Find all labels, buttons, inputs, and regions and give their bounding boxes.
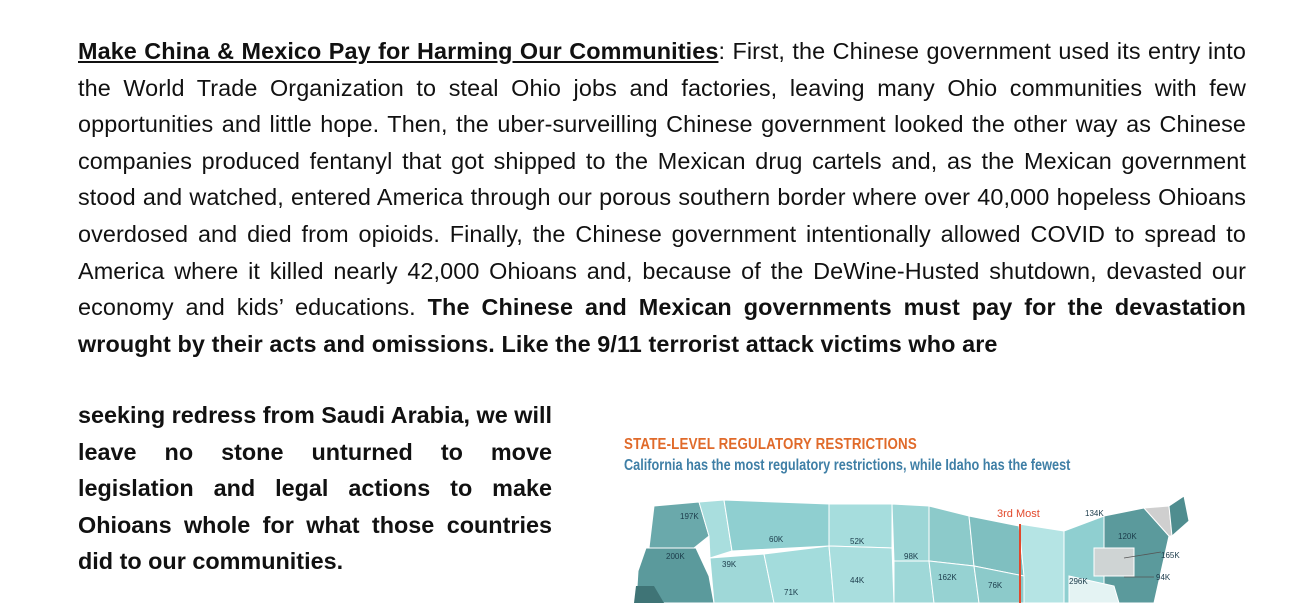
state-label-mt: 60K (769, 535, 784, 544)
state-label-ia: 98K (904, 552, 919, 561)
state-label-sd: 52K (850, 537, 865, 546)
regulatory-map-figure (624, 436, 1290, 603)
bold-statement: The Chinese and Mexican governments must pay for the devastation wrought by their acts and omissions. Like the 9/11 terrorist attack victims who are (78, 294, 1246, 357)
heading-colon: : (718, 38, 726, 64)
state-label-ny: 296K (1069, 577, 1088, 586)
map-title: STATE-LEVEL REGULATORY RESTRICTIONS (624, 436, 917, 453)
state-label-ks: 44K (850, 576, 865, 585)
state-label-md: 94K (1156, 573, 1171, 582)
state-label-ca: 200K (666, 552, 685, 561)
state-label-il: 162K (938, 573, 957, 582)
state-label-oh: 76K (988, 581, 1003, 590)
state-label-ma: 120K (1118, 532, 1137, 541)
section-heading: Make China & Mexico Pay for Harming Our Communities (78, 38, 719, 64)
body-text: First, the Chinese government used its entry into the World Trade Organization to steal Ohio jobs and factories, leaving many Ohio communities with few opportunities and little hope. Then, the uber-surveilling Chinese government looked the other way as Chinese companies produced fentanyl that got shipped to the Mexican drug cartels and, as the Mexican government stood and watched, entered America through our porous southern border where over 40,000 hopeless Ohioans overdosed and died from opioids. Finally, the Chinese government intentionally allowed COVID to spread to America where it killed nearly 42,000 Ohioans and, because of the DeWine-Husted shutdown, devasted our economy and kids’ educations. (78, 38, 1246, 321)
map-subtitle: California has the most regulatory restrictions, while Idaho has the fewest (624, 457, 1071, 474)
state-label-nj: 165K (1161, 551, 1180, 560)
state-label-co: 71K (784, 588, 799, 597)
state-label-nv: 39K (722, 560, 737, 569)
bold-continuation: seeking redress from Saudi Arabia, we will leave no stone unturned to move legislation and legal actions to make Ohioans whole for what those countries did to our communities. (78, 402, 552, 575)
third-most-callout: 3rd Most (997, 508, 1040, 520)
main-paragraph (78, 33, 1246, 362)
state-label-or: 197K (680, 512, 699, 521)
state-label-me: 134K (1085, 509, 1104, 518)
